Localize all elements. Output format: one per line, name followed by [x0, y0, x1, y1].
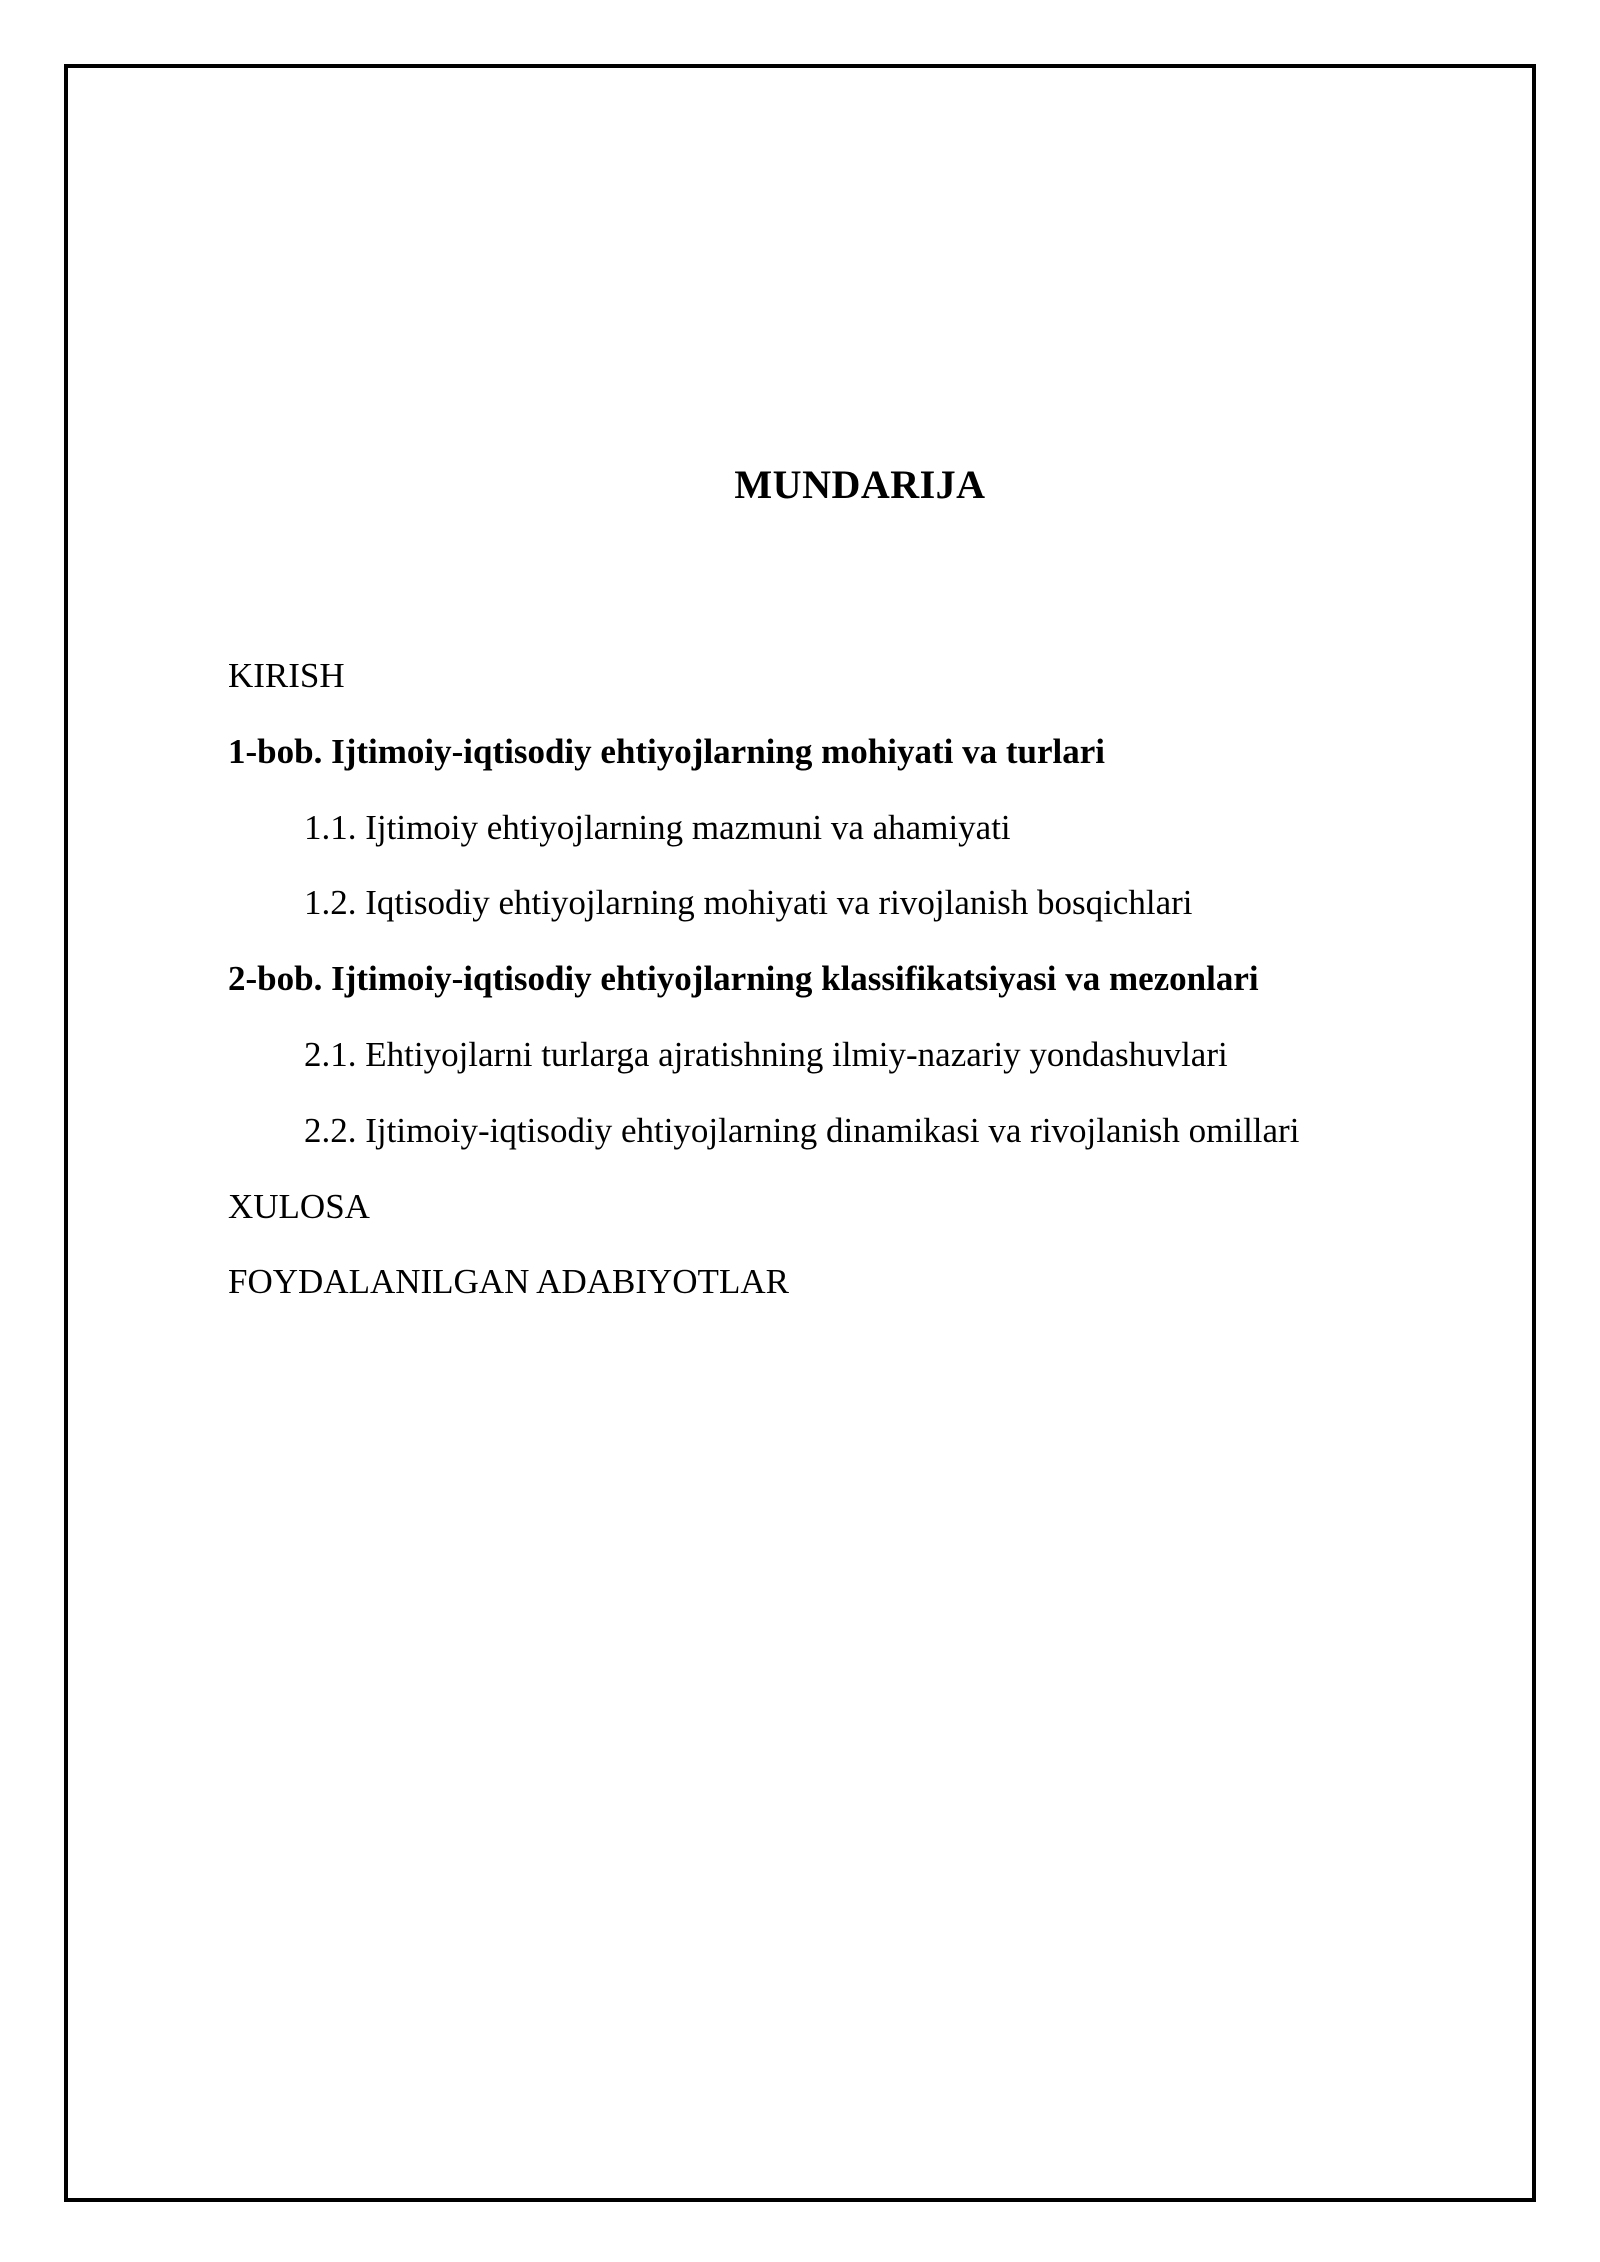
toc-title: MUNDARIJA [734, 462, 986, 507]
toc-item-chapter-1: 1-bob. Ijtimoiy-iqtisodiy ehtiyojlarning mohiyati va turlari [228, 731, 1105, 771]
toc-item-conclusion: XULOSA [228, 1186, 370, 1226]
toc-item-chapter-2: 2-bob. Ijtimoiy-iqtisodiy ehtiyojlarning klassifikatsiyasi va mezonlari [228, 959, 1259, 999]
toc-item-section-1-2: 1.2. Iqtisodiy ehtiyojlarning mohiyati va rivojlanish bosqichlari [304, 883, 1193, 923]
toc-item-section-2-1: 2.1. Ehtiyojlarni turlarga ajratishning ilmiy-nazariy yondashuvlari [304, 1034, 1228, 1074]
toc-item-introduction: KIRISH [228, 656, 345, 695]
toc-item-section-2-2: 2.2. Ijtimoiy-iqtisodiy ehtiyojlarning dinamikasi va rivojlanish omillari [304, 1110, 1300, 1150]
toc-item-references: FOYDALANILGAN ADABIYOTLAR [228, 1262, 789, 1302]
table-of-contents [228, 638, 1488, 1320]
toc-item-section-1-1: 1.1. Ijtimoiy ehtiyojlarning mazmuni va ahamiyati [304, 807, 1011, 847]
